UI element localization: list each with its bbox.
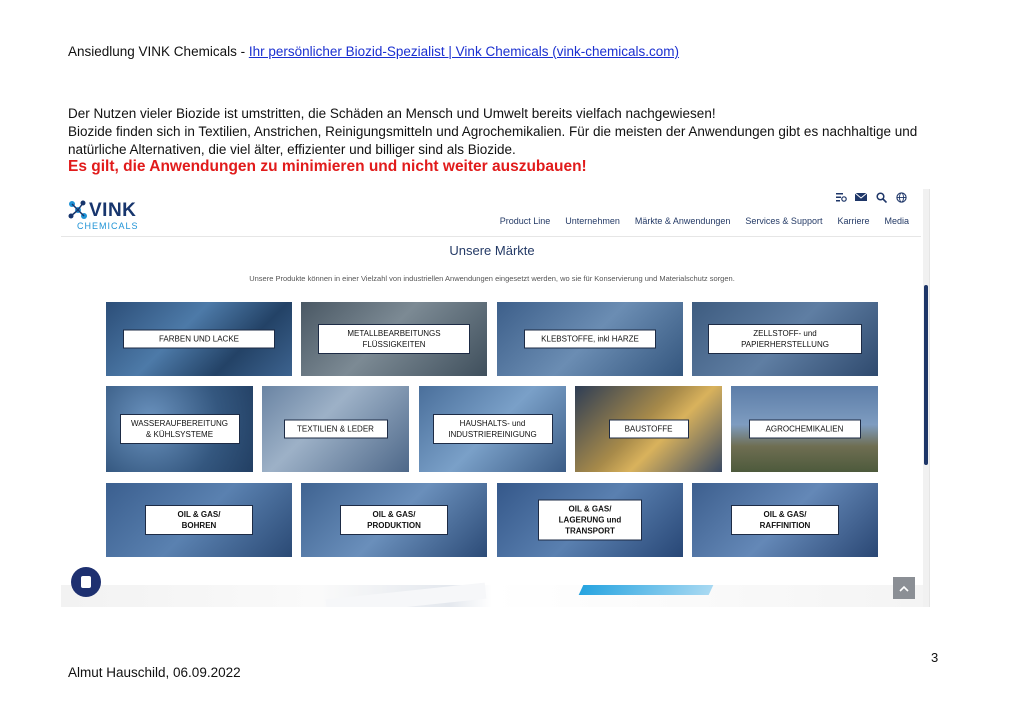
market-label: HAUSHALTS- und INDUSTRIEREINIGUNG: [433, 414, 553, 444]
search-icon[interactable]: [875, 191, 887, 203]
market-label: KLEBSTOFFE, inkl HARZE: [524, 330, 656, 349]
market-label: WASSERAUFBEREITUNG & KÜHLSYSTEME: [120, 414, 240, 444]
market-tile-baustoffe[interactable]: [575, 386, 722, 472]
menu-search-icon[interactable]: [835, 191, 847, 203]
warning-statement: Es gilt, die Anwendungen zu minimieren und nicht weiter auszubauen!: [68, 158, 587, 175]
site-header: [61, 189, 921, 237]
paragraph-line-1: Der Nutzen vieler Biozide ist umstritten, die Schäden an Mensch und Umwelt bereits vielfach nachgewiesen!: [68, 106, 716, 121]
market-label: OIL & GAS/ LAGERUNG und TRANSPORT: [538, 500, 642, 541]
market-label: FARBEN UND LACKE: [123, 330, 275, 349]
nav-services[interactable]: Services & Support: [745, 216, 823, 226]
market-tile-haushalt[interactable]: [419, 386, 566, 472]
market-tile-textilien[interactable]: [262, 386, 409, 472]
source-link[interactable]: Ihr persönlicher Biozid-Spezialist | Vink Chemicals (vink-chemicals.com): [248, 44, 679, 59]
chat-icon: [81, 576, 91, 588]
main-nav: [500, 216, 909, 226]
source-prefix: Ansiedlung VINK Chemicals -: [68, 44, 249, 59]
market-tile-oil-gas-raffinition[interactable]: [692, 483, 878, 557]
logo-wordmark: VINK: [89, 200, 137, 221]
website-screenshot: [61, 189, 930, 607]
market-label: OIL & GAS/ RAFFINITION: [731, 505, 839, 535]
market-tile-zellstoff[interactable]: [692, 302, 878, 376]
markets-subtitle: Unsere Produkte können in einer Vielzahl von industriellen Anwendungen eingesetzt werden, wo sie für Konservierung und Materialschutz sorgen.: [249, 274, 735, 283]
market-label: BAUSTOFFE: [609, 420, 689, 439]
market-tile-metallbearbeitung[interactable]: [301, 302, 487, 376]
nav-media[interactable]: Media: [884, 216, 909, 226]
paragraph-line-3: natürliche Alternativen, die viel älter, effizienter und billiger sind als Biozide.: [68, 142, 516, 157]
footer-author: Almut Hauschild, 06.09.2022: [68, 665, 241, 680]
mail-icon[interactable]: [855, 191, 867, 203]
market-tile-agrochemikalien[interactable]: [731, 386, 878, 472]
page-scrollbar[interactable]: [923, 189, 929, 607]
market-label: OIL & GAS/ PRODUKTION: [340, 505, 448, 535]
paragraph-line-2: Biozide finden sich in Textilien, Anstrichen, Reinigungsmitteln und Agrochemikalien. Für die meisten der Anwendungen gibt es nachhaltige und: [68, 124, 918, 139]
markets-title: Unsere Märkte: [449, 243, 535, 258]
scrollbar-thumb[interactable]: [924, 285, 928, 465]
nav-karriere[interactable]: Karriere: [837, 216, 870, 226]
bottom-banner-image: [61, 585, 923, 607]
market-tile-wasseraufbereitung[interactable]: [106, 386, 253, 472]
market-label: OIL & GAS/ BOHREN: [145, 505, 253, 535]
market-label: TEXTILIEN & LEDER: [284, 420, 388, 439]
market-tile-oil-gas-produktion[interactable]: [301, 483, 487, 557]
molecule-logo-icon: [67, 199, 89, 221]
scroll-top-button[interactable]: [893, 577, 915, 599]
banner-blue-shape: [579, 585, 714, 595]
market-tile-oil-gas-lagerung[interactable]: [497, 483, 683, 557]
page-number: 3: [931, 650, 939, 665]
globe-icon[interactable]: [895, 191, 907, 203]
chevron-up-icon: [899, 585, 909, 592]
logo-subtitle: CHEMICALS: [77, 221, 139, 231]
market-tile-klebstoffe[interactable]: [497, 302, 683, 376]
nav-maerkte[interactable]: Märkte & Anwendungen: [634, 216, 731, 226]
market-label: METALLBEARBEITUNGS FLÜSSIGKEITEN: [318, 324, 470, 354]
nav-unternehmen[interactable]: Unternehmen: [565, 216, 620, 226]
market-tile-oil-gas-bohren[interactable]: [106, 483, 292, 557]
chat-button[interactable]: [71, 567, 101, 597]
market-label: AGROCHEMIKALIEN: [749, 420, 861, 439]
vink-logo[interactable]: [67, 197, 157, 231]
source-line: [68, 43, 679, 61]
nav-product-line[interactable]: Product Line: [499, 216, 551, 226]
market-tile-farben[interactable]: [106, 302, 292, 376]
header-icons: [835, 191, 907, 203]
market-label: ZELLSTOFF- und PAPIERHERSTELLUNG: [708, 324, 862, 354]
